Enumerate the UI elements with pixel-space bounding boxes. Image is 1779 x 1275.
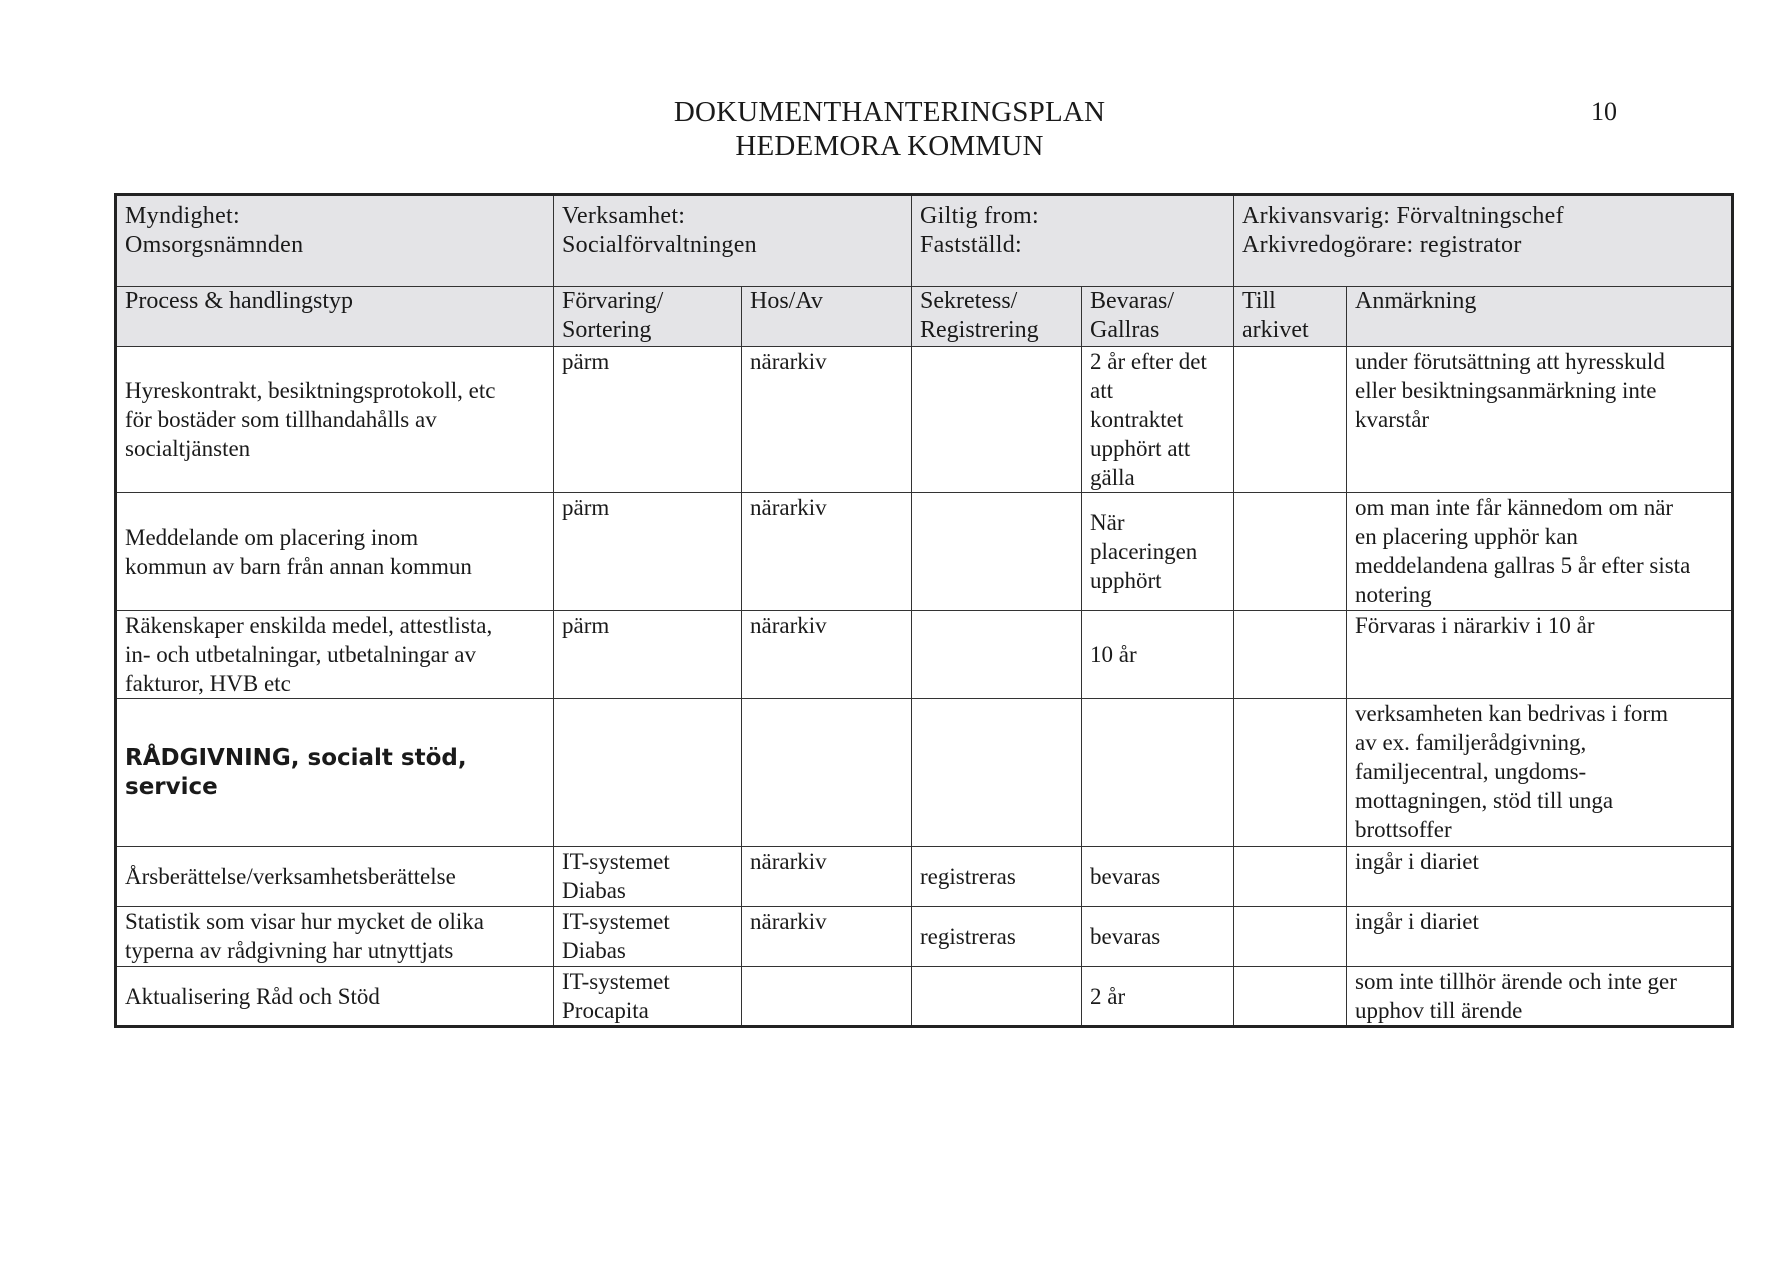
table-row [116, 847, 1733, 907]
table-row [116, 347, 1733, 493]
cell-sekretess [912, 493, 1082, 611]
cell-till-arkivet [1234, 907, 1347, 967]
cell-anmarkning: Förvaras i närarkiv i 10 år [1347, 611, 1733, 699]
table-row [116, 967, 1733, 1027]
col-header-process: Process & handlingstyp [116, 287, 554, 347]
giltig-label: Giltig from: [920, 203, 1039, 229]
cell-sekretess [912, 347, 1082, 493]
giltig-cell [912, 195, 1234, 287]
col-header-forvaring: Förvaring/ Sortering [554, 287, 742, 347]
arkiv-cell [1234, 195, 1733, 287]
cell-forvaring [554, 699, 742, 847]
cell-anmarkning: om man inte får kännedom om när en placering upphör kan meddelandena gallras 5 år efter sista notering [1347, 493, 1733, 611]
document-title: DOKUMENTHANTERINGSPLAN [673, 96, 1106, 128]
cell-anmarkning: ingår i diariet [1347, 907, 1733, 967]
cell-sekretess: registreras [912, 907, 1082, 967]
col-header-hosav: Hos/Av [742, 287, 912, 347]
col-header-sekretess: Sekretess/ Registrering [912, 287, 1082, 347]
cell-forvaring: IT-systemet Procapita [554, 967, 742, 1027]
cell-hosav: närarkiv [742, 493, 912, 611]
cell-process: Aktualisering Råd och Stöd [116, 967, 554, 1027]
verksamhet-cell [554, 195, 912, 287]
cell-till-arkivet [1234, 847, 1347, 907]
cell-bevaras [1082, 699, 1234, 847]
cell-sekretess [912, 611, 1082, 699]
table-row [116, 699, 1733, 847]
cell-sekretess [912, 967, 1082, 1027]
cell-till-arkivet [1234, 699, 1347, 847]
cell-bevaras: 2 år [1082, 967, 1234, 1027]
document-header [0, 95, 1779, 163]
cell-hosav [742, 967, 912, 1027]
cell-process: Räkenskaper enskilda medel, attestlista, in- och utbetalningar, utbetalningar av fakturor, HVB etc [116, 611, 554, 699]
table-row [116, 493, 1733, 611]
verksamhet-label: Verksamhet: [562, 203, 686, 229]
cell-bevaras: bevaras [1082, 847, 1234, 907]
cell-sekretess [912, 699, 1082, 847]
col-header-anmarkning: Anmärkning [1347, 287, 1733, 347]
myndighet-value: Omsorgsnämnden [125, 232, 304, 258]
cell-sekretess: registreras [912, 847, 1082, 907]
document-subtitle: HEDEMORA KOMMUN [735, 130, 1044, 162]
cell-anmarkning: verksamheten kan bedrivas i form av ex. familjerådgivning, familjecentral, ungdoms- mottagningen, stöd till unga brottsoffer [1347, 699, 1733, 847]
arkivansvarig-text: Arkivansvarig: Förvaltningschef [1242, 203, 1564, 229]
cell-forvaring: pärm [554, 347, 742, 493]
col-header-till-arkivet: Till arkivet [1234, 287, 1347, 347]
cell-anmarkning: som inte tillhör ärende och inte ger upphov till ärende [1347, 967, 1733, 1027]
cell-process: Hyreskontrakt, besiktningsprotokoll, etc för bostäder som tillhandahålls av socialtjänsten [116, 347, 554, 493]
cell-bevaras: När placeringen upphört [1082, 493, 1234, 611]
document-plan-table [114, 193, 1734, 1028]
cell-bevaras: 2 år efter det att kontraktet upphört att gälla [1082, 347, 1234, 493]
cell-bevaras: bevaras [1082, 907, 1234, 967]
table-row [116, 611, 1733, 699]
myndighet-label: Myndighet: [125, 203, 240, 229]
cell-hosav: närarkiv [742, 907, 912, 967]
cell-till-arkivet [1234, 967, 1347, 1027]
cell-forvaring: IT-systemet Diabas [554, 847, 742, 907]
cell-process: Årsberättelse/verksamhetsberättelse [116, 847, 554, 907]
cell-forvaring: pärm [554, 611, 742, 699]
cell-forvaring: pärm [554, 493, 742, 611]
cell-anmarkning: ingår i diariet [1347, 847, 1733, 907]
meta-row [116, 195, 1733, 287]
cell-till-arkivet [1234, 611, 1347, 699]
cell-anmarkning: under förutsättning att hyresskuld eller besiktningsanmärkning inte kvarstår [1347, 347, 1733, 493]
faststalld-label: Fastställd: [920, 232, 1022, 258]
cell-process: Meddelande om placering inom kommun av barn från annan kommun [116, 493, 554, 611]
cell-hosav: närarkiv [742, 611, 912, 699]
cell-forvaring: IT-systemet Diabas [554, 907, 742, 967]
cell-hosav: närarkiv [742, 847, 912, 907]
column-header-row [116, 287, 1733, 347]
page-number: 10 [1591, 97, 1617, 126]
myndighet-cell [116, 195, 554, 287]
col-header-bevaras: Bevaras/ Gallras [1082, 287, 1234, 347]
cell-process-section-heading: RÅDGIVNING, socialt stöd, service [116, 699, 554, 847]
cell-hosav [742, 699, 912, 847]
cell-till-arkivet [1234, 347, 1347, 493]
arkivredogorare-text: Arkivredogörare: registrator [1242, 232, 1522, 258]
cell-process: Statistik som visar hur mycket de olika typerna av rådgivning har utnyttjats [116, 907, 554, 967]
cell-till-arkivet [1234, 493, 1347, 611]
cell-hosav: närarkiv [742, 347, 912, 493]
verksamhet-value: Socialförvaltningen [562, 232, 757, 258]
table-row [116, 907, 1733, 967]
cell-bevaras: 10 år [1082, 611, 1234, 699]
